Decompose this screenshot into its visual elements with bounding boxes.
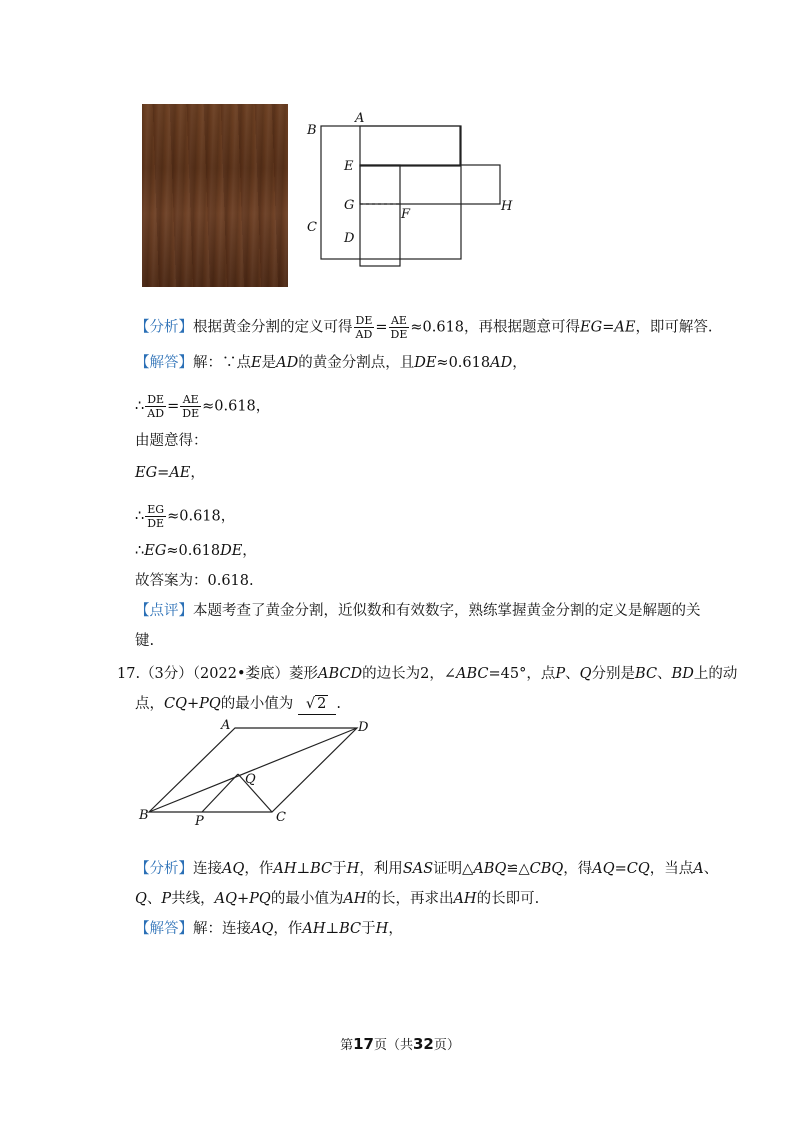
analysis-1: 【分析】根据黄金分割的定义可得 $\frac{DE}{AD}$ = $\frac{AE}{DE}$ ≈0.618，再根据题意可得EG=AE，即可解答. bbox=[135, 314, 713, 341]
solution-1-line-2: ∴ $\frac{DE}{AD}$ = $\frac{AE}{DE}$ ≈0.618， bbox=[135, 393, 271, 420]
solution-tag: 【解答】 bbox=[135, 921, 193, 937]
fraction: $\frac{AE}{DE}$ bbox=[182, 393, 200, 420]
total-pages: 32 bbox=[413, 1035, 434, 1053]
comment-1-line-2: 键. bbox=[135, 633, 155, 649]
label-B: B bbox=[139, 808, 149, 823]
label-E: E bbox=[344, 159, 354, 174]
question-17-line-2: 点，CQ+PQ的最小值为 √ 2 . bbox=[135, 694, 341, 715]
comment-1-line-1: 【点评】本题考查了黄金分割，近似数和有效数字，熟练掌握黄金分割的定义是解题的关 bbox=[135, 603, 701, 619]
rect-eh bbox=[360, 165, 500, 204]
comment-tag: 【点评】 bbox=[135, 603, 193, 619]
question-number: 17. bbox=[117, 666, 141, 682]
diagonal-bd bbox=[149, 728, 357, 812]
fraction: $\frac{DE}{AD}$ bbox=[147, 393, 165, 420]
rect-top bbox=[360, 126, 460, 166]
wood-grain-photo bbox=[142, 104, 288, 287]
solution-2-line-1: 【解答】解：连接AQ，作AH⊥BC于H， bbox=[135, 921, 403, 937]
fraction: $\frac{EG}{DE}$ bbox=[147, 503, 165, 530]
fraction: $\frac{DE}{AD}$ bbox=[355, 314, 373, 341]
label-F: F bbox=[401, 207, 411, 222]
segment-pq bbox=[202, 774, 238, 812]
solution-1-line-5: ∴ $\frac{EG}{DE}$ ≈0.618， bbox=[135, 503, 236, 530]
page-number: 17 bbox=[353, 1035, 374, 1053]
label-D: D bbox=[358, 720, 369, 735]
analysis-tag: 【分析】 bbox=[135, 861, 193, 877]
solution-1-line-1: 【解答】解：∵点E是AD的黄金分割点，且DE≈0.618AD， bbox=[135, 355, 527, 371]
label-C: C bbox=[276, 810, 286, 825]
label-D: D bbox=[344, 231, 355, 246]
answer-blank: √ 2 bbox=[298, 694, 336, 715]
label-G: G bbox=[344, 198, 355, 213]
label-H: H bbox=[501, 199, 513, 214]
solution-1-line-4: EG=AE， bbox=[135, 465, 205, 481]
rect-ed bbox=[360, 165, 400, 266]
analysis-2-line-2: Q、P共线，AQ+PQ的最小值为AH的长，再求出AH的长即可. bbox=[135, 891, 540, 907]
analysis-tag: 【分析】 bbox=[135, 319, 193, 336]
figure-golden-section bbox=[300, 108, 520, 273]
rect-bcda bbox=[321, 126, 461, 259]
label-C: C bbox=[307, 220, 317, 235]
analysis-2-line-1: 【分析】连接AQ，作AH⊥BC于H，利用SAS证明△ABQ≌△CBQ，得AQ=CQ，当点A、 bbox=[135, 861, 719, 877]
figure-rhombus bbox=[135, 715, 375, 830]
label-B: B bbox=[307, 123, 317, 138]
fraction: $\frac{AE}{DE}$ bbox=[390, 314, 408, 341]
label-A: A bbox=[221, 718, 231, 733]
page-footer: 第17页（共32页） bbox=[340, 1035, 460, 1053]
solution-1-line-3: 由题意得： bbox=[135, 433, 208, 449]
question-17-line-1: 17.（3分）（2022•娄底）菱形ABCD的边长为2，∠ABC=45°，点P、Q分别是BC、BD上的动 bbox=[117, 666, 738, 682]
label-A: A bbox=[355, 111, 365, 126]
solution-1-line-7: 故答案为：0.618. bbox=[135, 573, 254, 589]
solution-tag: 【解答】 bbox=[135, 355, 193, 371]
solution-1-line-6: ∴EG≈0.618DE， bbox=[135, 543, 257, 559]
label-Q: Q bbox=[245, 772, 256, 787]
label-P: P bbox=[195, 814, 204, 829]
